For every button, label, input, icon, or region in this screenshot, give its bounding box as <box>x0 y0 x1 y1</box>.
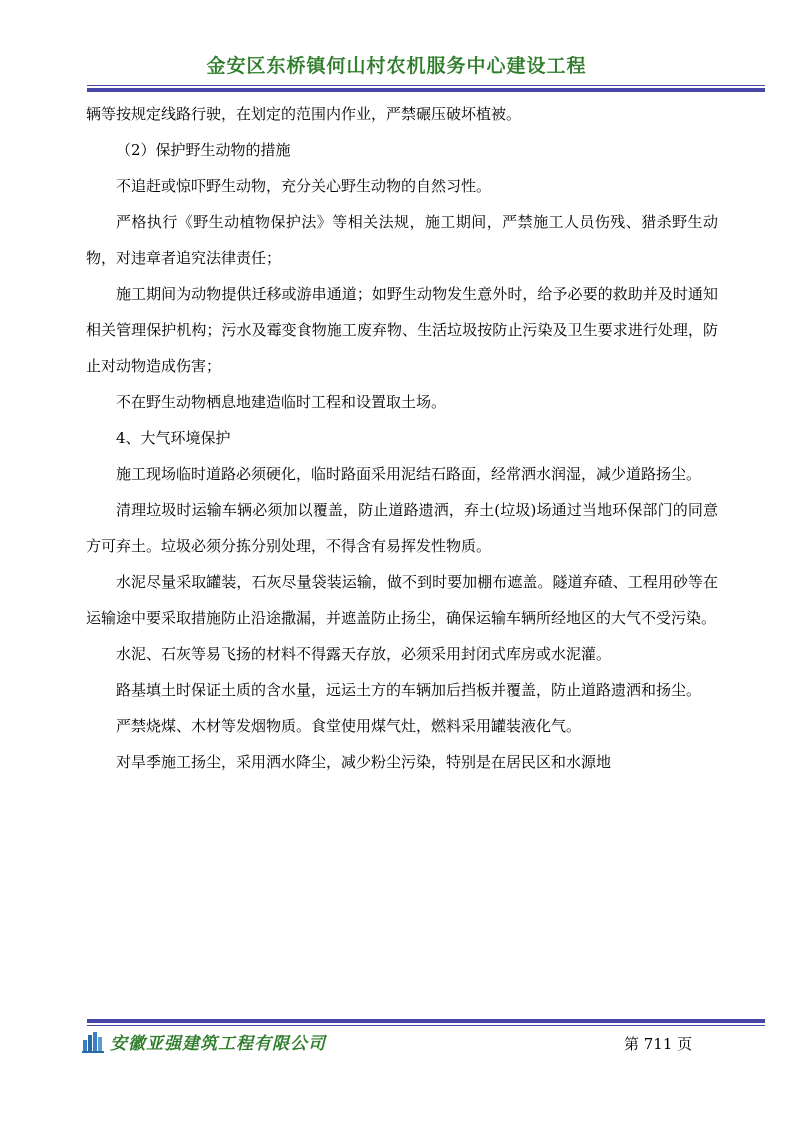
paragraph: 施工期间为动物提供迁移或游串通道；如野生动物发生意外时，给予必要的救助并及时通知相关管理保护机构；污水及霉变食物施工废弃物、生活垃圾按防止污染及卫生要求进行处理，防止对动物造成伤害； <box>86 285 718 375</box>
paragraph: 对旱季施工扬尘，采用洒水降尘，减少粉尘污染，特别是在居民区和水源地 <box>116 753 612 771</box>
section-heading: （2）保护野生动物的措施 <box>116 141 291 159</box>
footer-rule-thin <box>87 1025 765 1026</box>
paragraph: 清理垃圾时运输车辆必须加以覆盖，防止道路遗洒，弃土(垃圾)场通过当地环保部门的同意方可弃土。垃圾必须分拣分别处理，不得含有易挥发性物质。 <box>86 501 718 555</box>
building-logo-icon <box>82 1031 106 1053</box>
paragraph: 水泥、石灰等易飞扬的材料不得露天存放，必须采用封闭式库房或水泥灌。 <box>116 645 612 663</box>
paragraph: 不追赶或惊吓野生动物，充分关心野生动物的自然习性。 <box>116 177 492 195</box>
paragraph: 路基填土时保证土质的含水量，远运土方的车辆加后挡板并覆盖，防止道路遗洒和扬尘。 <box>116 681 702 699</box>
header-rule-thick <box>87 88 765 92</box>
paragraph: 不在野生动物栖息地建造临时工程和设置取土场。 <box>116 393 447 411</box>
page-number: 第 711 页 <box>624 1035 693 1053</box>
document-body <box>86 96 718 780</box>
header-rule-thin <box>87 85 765 86</box>
paragraph: 严禁烧煤、木材等发烟物质。食堂使用煤气灶，燃料采用罐装液化气。 <box>116 717 582 735</box>
section-heading: 4、大气环境保护 <box>116 429 231 447</box>
paragraph: 施工现场临时道路必须硬化，临时路面采用泥结石路面，经常洒水润湿，减少道路扬尘。 <box>116 465 702 483</box>
company-name: 安徽亚强建筑工程有限公司 <box>110 1034 326 1054</box>
paragraph: 严格执行《野生动植物保护法》等相关法规，施工期间，严禁施工人员伤残、猎杀野生动物，对违章者追究法律责任； <box>86 213 718 267</box>
footer-rule-thick <box>87 1019 765 1023</box>
header-title: 金安区东桥镇何山村农机服务中心建设工程 <box>206 55 587 77</box>
paragraph: 水泥尽量采取罐装，石灰尽量袋装运输，做不到时要加棚布遮盖。隧道弃碴、工程用砂等在运输途中要采取措施防止沿途撒漏，并遮盖防止扬尘，确保运输车辆所经地区的大气不受污染。 <box>86 573 718 627</box>
paragraph: 辆等按规定线路行驶，在划定的范围内作业，严禁碾压破坏植被。 <box>86 105 522 123</box>
company-block <box>82 1029 326 1054</box>
